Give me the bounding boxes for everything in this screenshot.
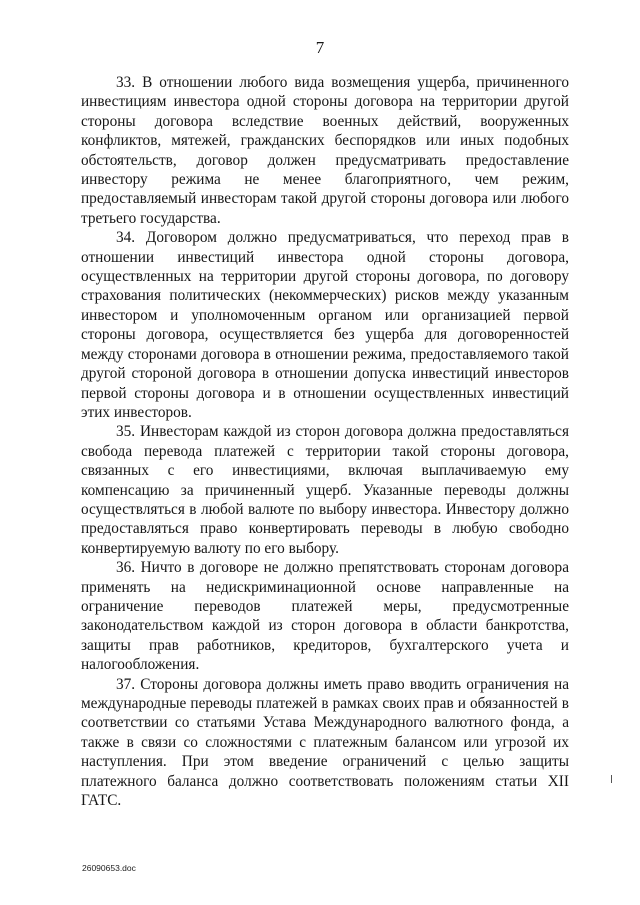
paragraph-33: 33. В отношении любого вида возмещения ущерба, причиненного инвестициям инвестора одной стороны договора на территории другой стороны договора вследствие военных действий, вооруженных конфликтов, мятежей, гражданских беспорядков или иных подобных обстоятельств, договор должен предусматривать предоставление инвестору режима не менее благоприятного, чем режим, предоставляемый инвесторам такой другой стороны договора или любого третьего государства. <box>81 74 569 227</box>
page-number: 7 <box>315 38 325 57</box>
paragraph-35: 35. Инвесторам каждой из сторон договора должна предоставляться свобода перевода платежей с территории такой стороны договора, связанных с его инвестициями, включая выплачиваемую ему компенсацию за причиненный ущерб. Указанные переводы должны осуществляться в любой валюте по выбору инвестора. Инвестору должно предоставляться право конвертировать переводы в любую свободно конвертируемую валюту по его выбору. <box>81 423 569 557</box>
margin-mark <box>611 775 612 783</box>
paragraph-36: 36. Ничто в договоре не должно препятствовать сторонам договора применять на недискриминационной основе направленные на ограничение переводов платежей меры, предусмотренные законодательством каждой из сторон договора в области банкротства, защиты прав работников, кредиторов, бухгалтерского учета и налогообложения. <box>81 559 569 674</box>
paragraph-34: 34. Договором должно предусматриваться, что переход прав в отношении инвестиций инвестора одной стороны договора, осуществленных на территории другой стороны договора, по договору страхования политических (некоммерческих) рисков между указанным инвестором и уполномоченным органом или организацией первой стороны договора, осуществляется без ущерба для договоренностей между сторонами договора в отношении режима, предоставляемого такой другой стороной договора в отношении допуска инвестиций инвесторов первой стороны договора и в отношении осуществленных инвестиций этих инвесторов. <box>81 229 569 421</box>
footer-filename: 26090653.doc <box>82 863 136 873</box>
document-body <box>81 73 569 810</box>
paragraph-37: 37. Стороны договора должны иметь право вводить ограничения на международные переводы платежей в рамках своих прав и обязанностей в соответствии со статьями Устава Международного валютного фонда, а также в связи со сложностями с платежным балансом или угрозой их наступления. При этом введение ограничений с целью защиты платежного баланса должно соответствовать положениям статьи XII ГАТС. <box>81 675 569 810</box>
